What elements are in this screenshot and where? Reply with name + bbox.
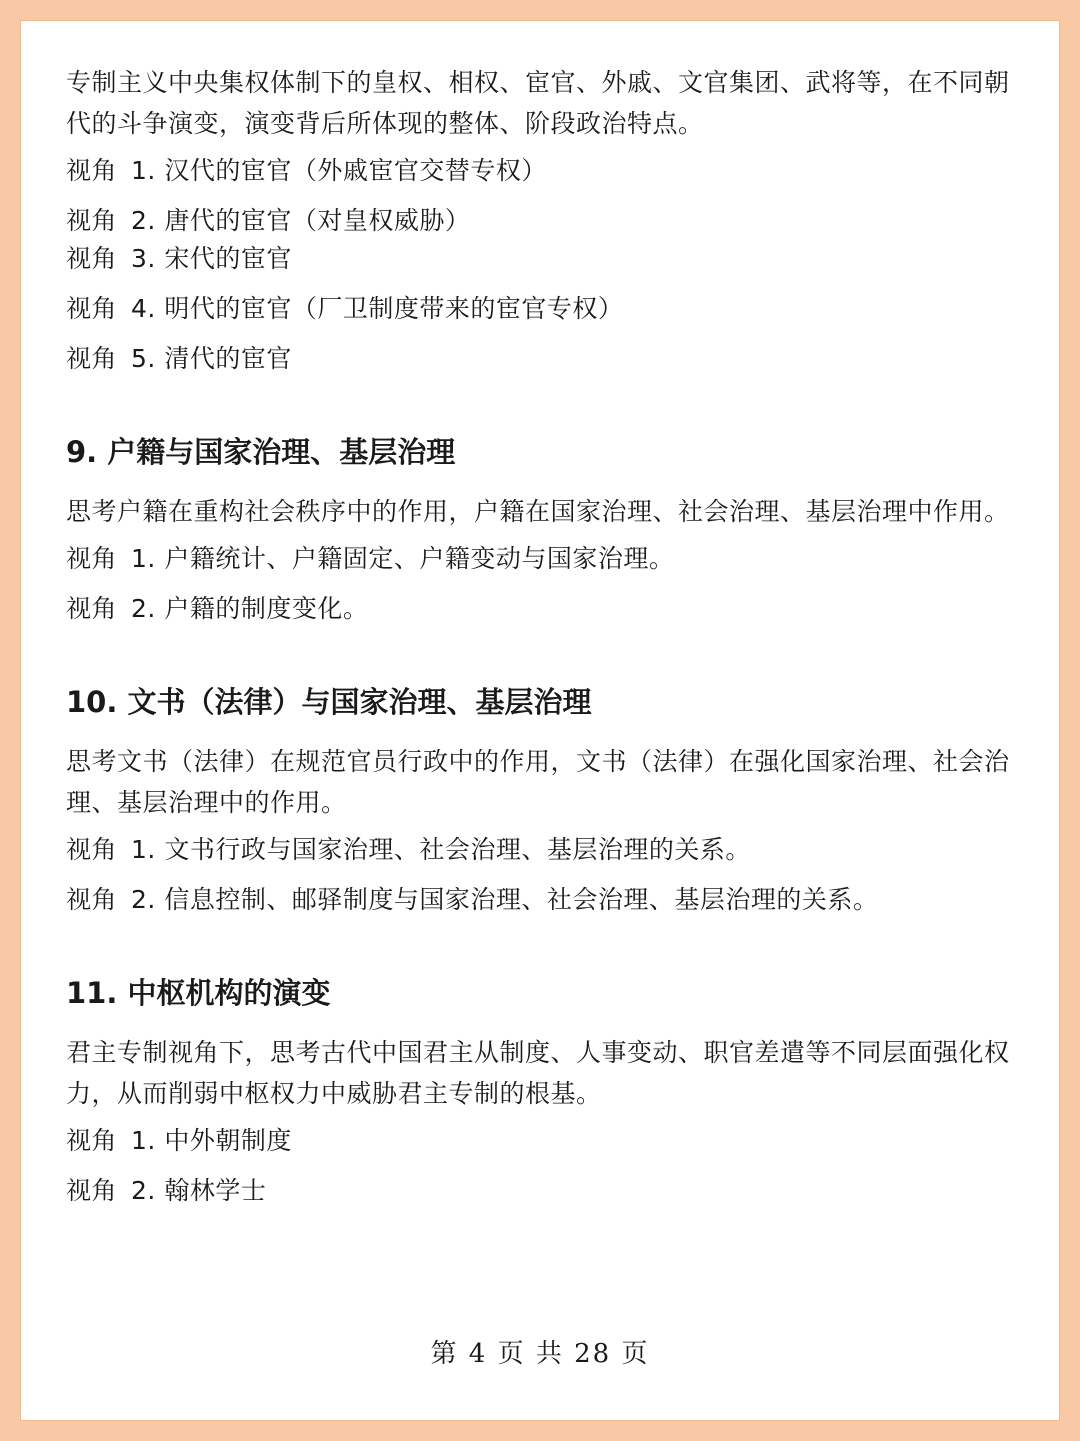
view-label: 视角 <box>66 206 118 235</box>
view-label: 视角 <box>66 244 118 273</box>
section-10 <box>66 682 1018 919</box>
view-label: 视角 <box>66 544 118 573</box>
view-text: 1. 文书行政与国家治理、社会治理、基层治理的关系。 <box>131 835 751 864</box>
view-item <box>66 1122 1018 1160</box>
view-text: 4. 明代的宦官（厂卫制度带来的宦官专权） <box>131 294 624 323</box>
view-text: 1. 中外朝制度 <box>131 1126 292 1155</box>
view-text: 2. 户籍的制度变化。 <box>131 594 369 623</box>
section-description: 君主专制视角下，思考古代中国君主从制度、人事变动、职官差遣等不同层面强化权力，从而削弱中枢权力中威胁君主专制的根基。 <box>66 1038 1010 1108</box>
view-item <box>66 290 1018 328</box>
view-label: 视角 <box>66 885 118 914</box>
section-heading: 9. 户籍与国家治理、基层治理 <box>66 435 456 469</box>
view-text: 2. 翰林学士 <box>131 1176 267 1205</box>
view-item <box>66 540 1018 578</box>
section-9 <box>66 432 1018 628</box>
view-item <box>66 590 1018 628</box>
view-text: 3. 宋代的宦官 <box>131 244 292 273</box>
view-item <box>66 202 1018 240</box>
view-item <box>66 240 1018 278</box>
view-text: 1. 户籍统计、户籍固定、户籍变动与国家治理。 <box>131 544 675 573</box>
intro-description: 专制主义中央集权体制下的皇权、相权、宦官、外戚、文官集团、武将等，在不同朝代的斗争演变，演变背后所体现的整体、阶段政治特点。 <box>66 68 1010 138</box>
view-label: 视角 <box>66 294 118 323</box>
view-label: 视角 <box>66 156 118 185</box>
view-item <box>66 340 1018 378</box>
section-description: 思考户籍在重构社会秩序中的作用，户籍在国家治理、社会治理、基层治理中作用。 <box>66 497 1010 526</box>
view-item <box>66 831 1018 869</box>
page-number: 第 4 页 共 28 页 <box>430 1339 650 1369</box>
view-item <box>66 1172 1018 1210</box>
view-text: 1. 汉代的宦官（外戚宦官交替专权） <box>131 156 547 185</box>
view-text: 5. 清代的宦官 <box>131 344 292 373</box>
section-description: 思考文书（法律）在规范官员行政中的作用，文书（法律）在强化国家治理、社会治理、基层治理中的作用。 <box>66 747 1010 817</box>
view-label: 视角 <box>66 1176 118 1205</box>
section-11 <box>66 973 1018 1210</box>
view-text: 2. 唐代的宦官（对皇权威胁） <box>131 206 471 235</box>
view-item <box>66 881 1018 919</box>
view-item <box>66 152 1018 190</box>
document-body <box>66 62 1018 1222</box>
view-label: 视角 <box>66 594 118 623</box>
intro-section <box>66 62 1018 378</box>
view-label: 视角 <box>66 835 118 864</box>
view-text: 2. 信息控制、邮驿制度与国家治理、社会治理、基层治理的关系。 <box>131 885 879 914</box>
section-heading: 10. 文书（法律）与国家治理、基层治理 <box>66 685 592 719</box>
view-label: 视角 <box>66 344 118 373</box>
section-heading: 11. 中枢机构的演变 <box>66 976 331 1010</box>
view-label: 视角 <box>66 1126 118 1155</box>
